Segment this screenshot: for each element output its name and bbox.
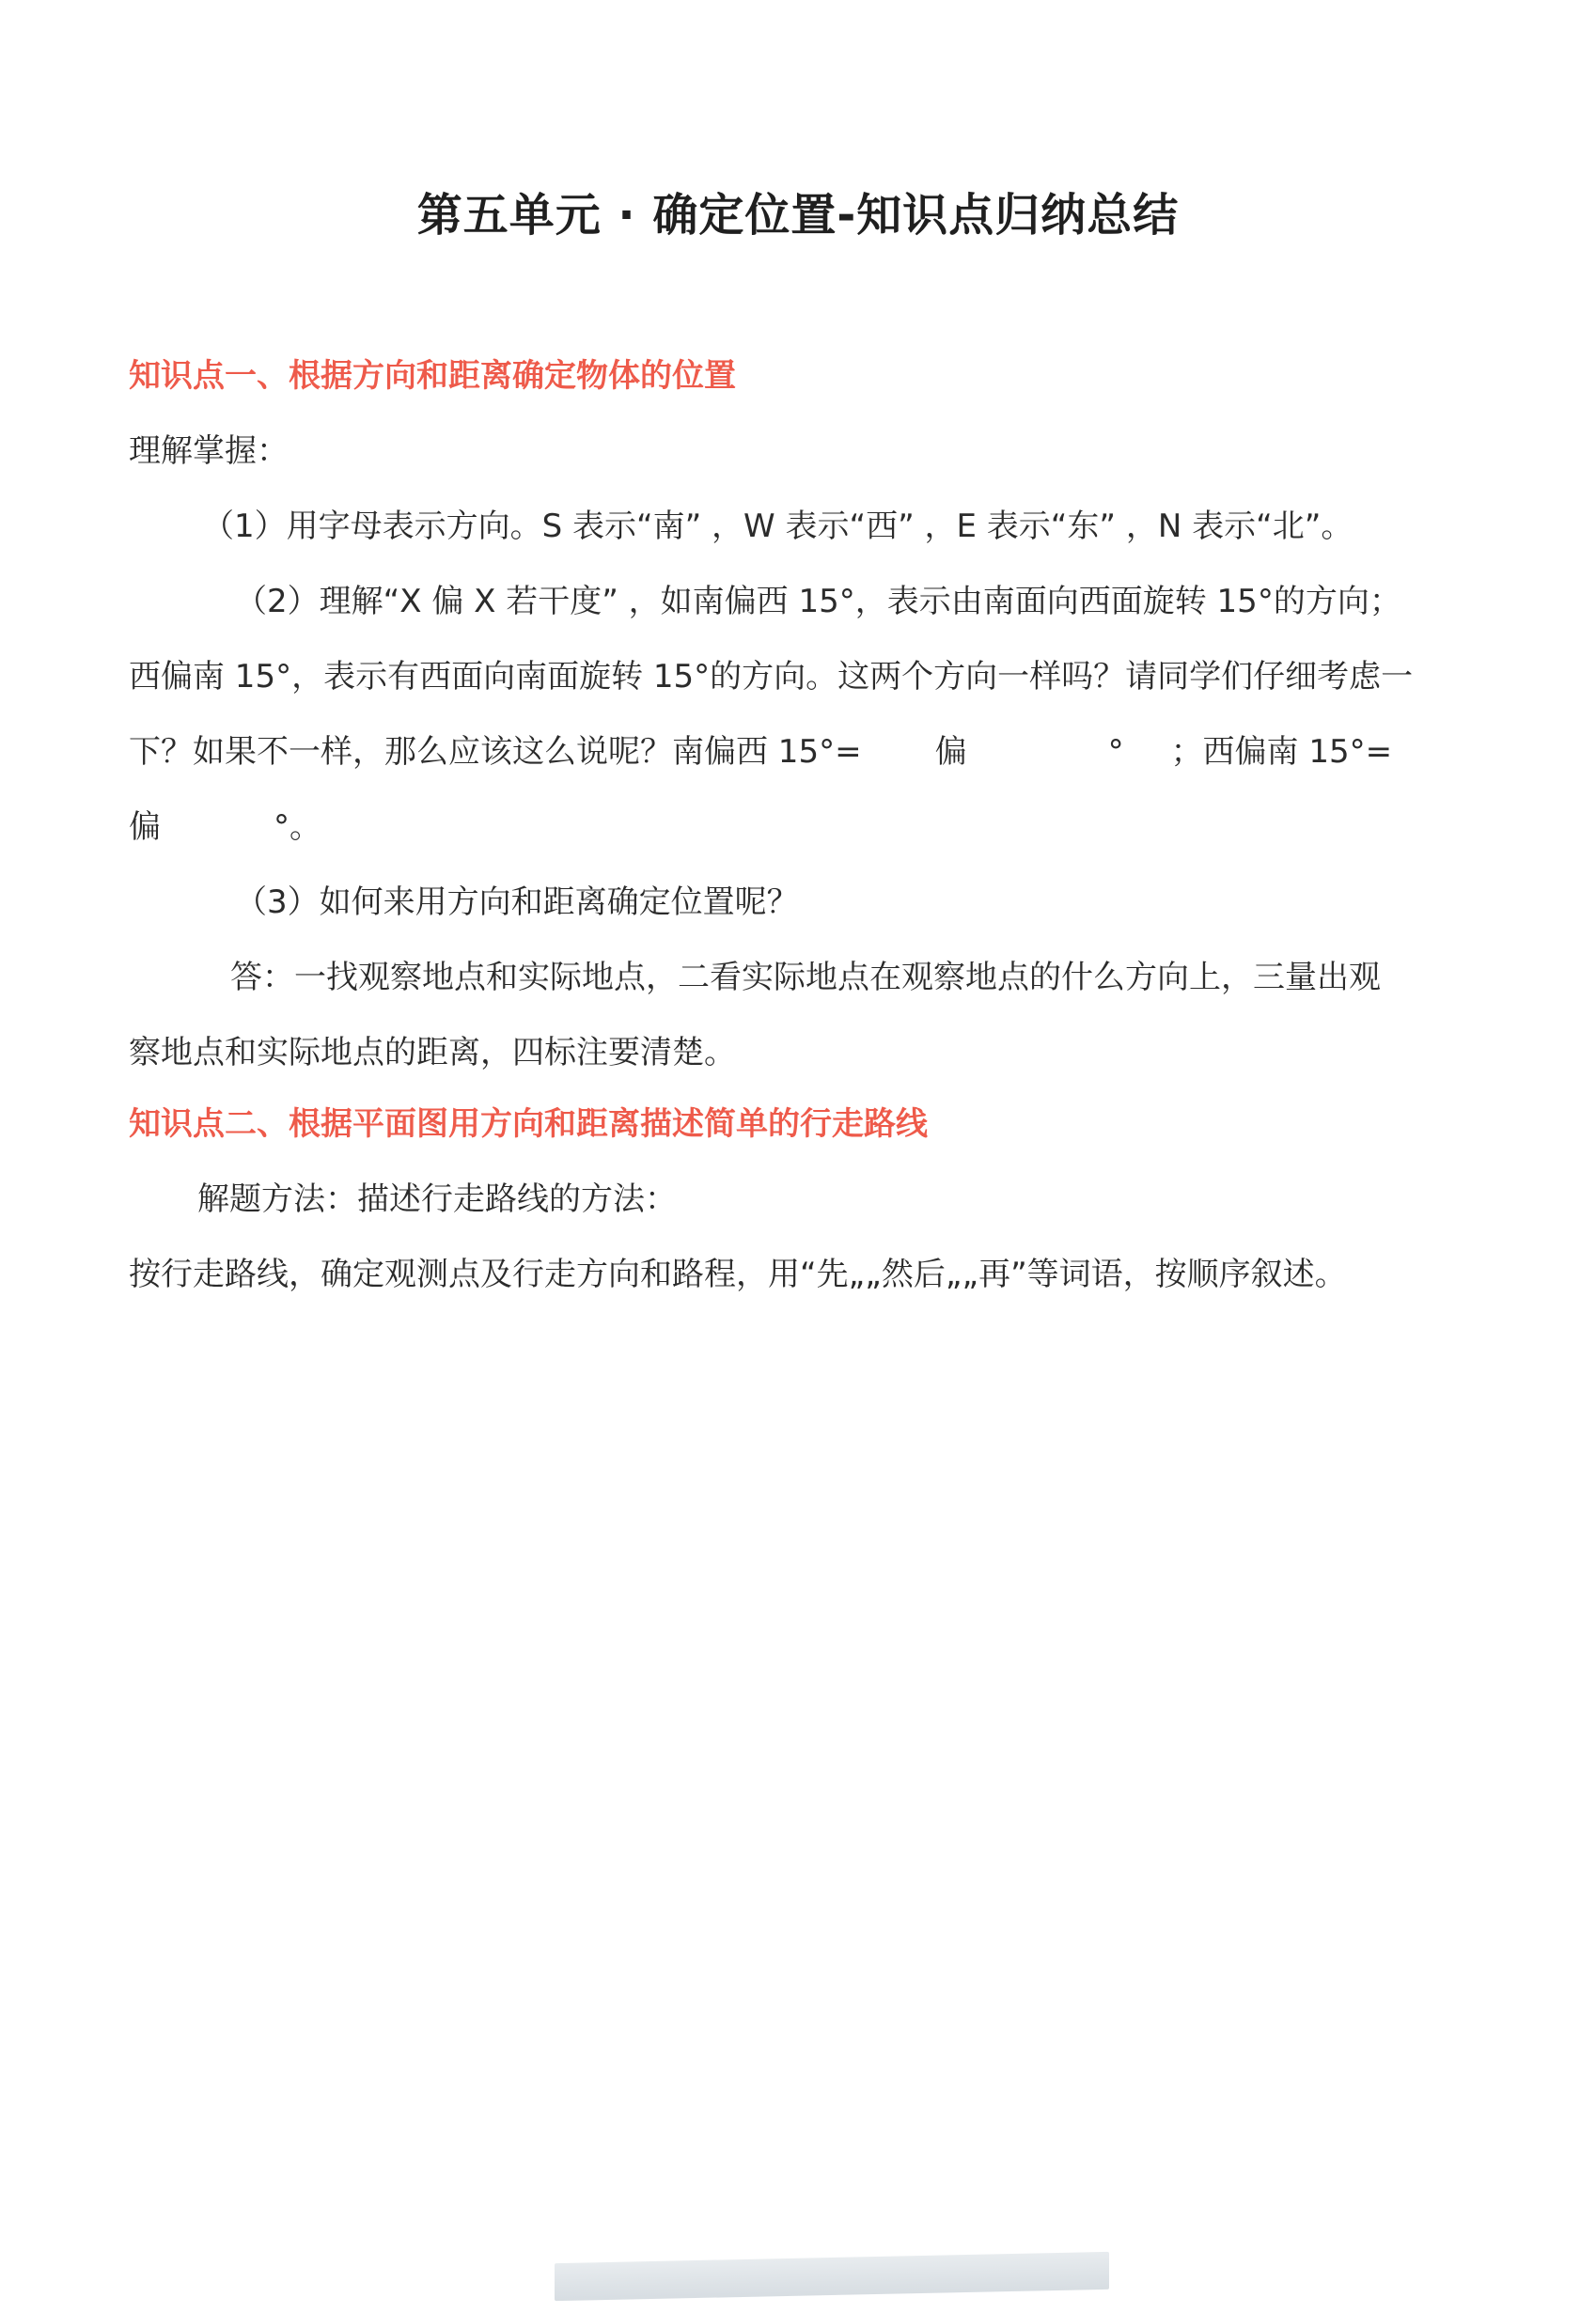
paragraph-2-line-2: 西偏南 15°，表示有西面向南面旋转 15°的方向。这两个方向一样吗？请同学们仔细考虑一 bbox=[129, 658, 1414, 695]
fill-blank-text-f: °。 bbox=[274, 808, 321, 846]
section-1-label: 理解掌握： bbox=[129, 432, 289, 470]
fill-blank-text-e: 偏 bbox=[129, 808, 161, 846]
fill-blank-text-b: 偏 bbox=[934, 733, 967, 771]
paragraph-2-line-3 bbox=[129, 726, 1392, 772]
paragraph-3: （3）如何来用方向和距离确定位置呢？ bbox=[235, 883, 799, 921]
fill-blank-text-c: ° bbox=[1107, 733, 1124, 771]
section-1-heading: 知识点一、根据方向和距离确定物体的位置 bbox=[129, 357, 736, 395]
method-text: 按行走路线，确定观测点及行走方向和路程，用“先„„然后„„再”等词语，按顺序叙述。 bbox=[129, 1256, 1347, 1293]
page-title: 第五单元 · 确定位置-知识点归纳总结 bbox=[416, 189, 1180, 242]
scan-artifact bbox=[555, 2252, 1109, 2301]
paragraph-1: （1）用字母表示方向。S 表示“南” ，W 表示“西” ，E 表示“东” ，N 表示“北”。 bbox=[202, 508, 1353, 545]
fill-blank-text-d: ；西偏南 15°= bbox=[1170, 733, 1393, 771]
section-2-heading: 知识点二、根据平面图用方向和距离描述简单的行走路线 bbox=[129, 1105, 928, 1143]
fill-blank-text-a: 下？如果不一样，那么应该这么说呢？南偏西 15°= bbox=[129, 733, 862, 771]
paragraph-2-line-1: （2）理解“X 偏 X 若干度” ，如南偏西 15°，表示由南面向西面旋转 15°的方向； bbox=[235, 583, 1401, 620]
method-label: 解题方法：描述行走路线的方法： bbox=[197, 1180, 677, 1218]
answer-line-1: 答：一找观察地点和实际地点，二看实际地点在观察地点的什么方向上，三量出观 bbox=[230, 959, 1381, 996]
paragraph-2-line-4 bbox=[129, 801, 321, 847]
answer-line-2: 察地点和实际地点的距离，四标注要清楚。 bbox=[129, 1034, 736, 1071]
